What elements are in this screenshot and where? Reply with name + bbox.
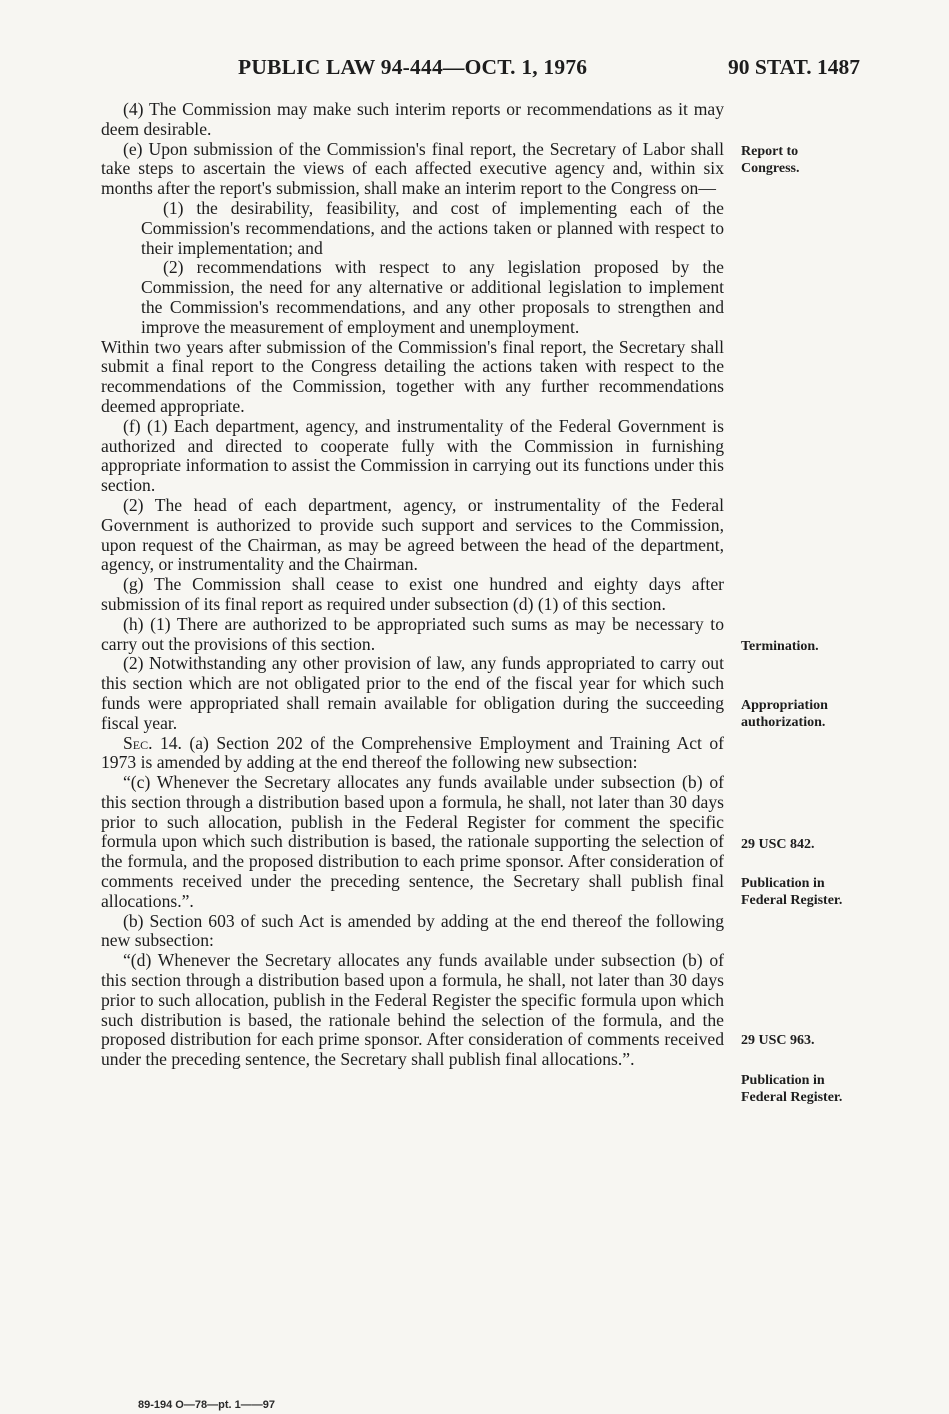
statute-body [101, 100, 724, 1070]
section-14-a-text: (a) Section 202 of the Comprehensive Employment and Training Act of 1973 is amended by adding at the end thereof the following new subsection: [101, 732, 724, 773]
margin-note-usc-963: 29 USC 963. [741, 1033, 815, 1048]
paragraph-d4: (4) The Commission may make such interim reports or recommendations as it may deem desirable. [101, 99, 724, 139]
subsection-d-quote: “(d) Whenever the Secretary allocates any funds available under subsection (b) of this section through a distribution based upon a formula, he shall, not later than 30 days prior to such allocation, publish in the Federal Register the specific formula upon which such distribution is based, the rationale behind the selection of the formula, and the proposed distribution for each prime sponsor. After consideration of comments received under the preceding sentence, the Secretary shall publish final allocations.”. [101, 950, 724, 1070]
paragraph-e2: (2) recommendations with respect to any legislation proposed by the Commission, the need for any alternative or additional legislation to implement the Commission's recommendations, and any other proposals to strengthen and improve the measurement of employment and unemployment. [141, 257, 724, 337]
margin-note-usc-842: 29 USC 842. [741, 837, 815, 852]
page-header-statute: 90 STAT. 1487 [728, 55, 861, 79]
subsection-c-quote: “(c) Whenever the Secretary allocates any funds available under subsection (b) of this section through a distribution based upon a formula, he shall, not later than 30 days prior to such allocation, publish in the Federal Register for comment the specific formula upon which such distribution is based, the rationale supporting the selection of the formula, and the proposed distribution to each prime sponsor. After consideration of comments received under the preceding sentence, the Secretary shall publish final allocations.”. [101, 772, 724, 911]
paragraph-f1: (f) (1) Each department, agency, and instrumentality of the Federal Government is authorized and directed to cooperate fully with the Commission in furnishing appropriate information to assist the Commission in carrying out its functions under this section. [101, 415, 724, 496]
margin-note-appropriation: Appropriation authorization. [741, 698, 828, 730]
margin-note-report-to-congress: Report to Congress. [741, 144, 800, 176]
print-code-footer: 89-194 O—78—pt. 1——97 [138, 1399, 275, 1411]
paragraph-g: (g) The Commission shall cease to exist one hundred and eighty days after submission of its final report as required under subsection (d) (1) of this section. [101, 574, 724, 614]
section-14-b: (b) Section 603 of such Act is amended by adding at the end thereof the following new subsection: [101, 910, 724, 951]
margin-note-publication-1: Publication in Federal Register. [741, 876, 843, 908]
paragraph-e: (e) Upon submission of the Commission's final report, the Secretary of Labor shall take steps to ascertain the views of each affected executive agency and, within six months after the report's submission, shall make an interim report to the Congress on— [101, 138, 724, 199]
page-header-law: PUBLIC LAW 94-444—OCT. 1, 1976 [238, 55, 588, 79]
paragraph-f2: (2) The head of each department, agency, or instrumentality of the Federal Government is authorized to provide such support and services to the Commission, upon request of the Chairman, as may be agreed between the head of the department, agency, or instrumentality and the Chairman. [101, 494, 724, 575]
paragraph-h1: (h) (1) There are authorized to be appropriated such sums as may be necessary to carry out the provisions of this section. [101, 613, 724, 654]
margin-note-publication-2: Publication in Federal Register. [741, 1073, 843, 1105]
margin-note-termination: Termination. [741, 639, 819, 654]
paragraph-h2: (2) Notwithstanding any other provision of law, any funds appropriated to carry out this section which are not obligated prior to the end of the fiscal year for which such funds were appropriated shall remain available for obligation during the succeeding fiscal year. [101, 653, 724, 733]
section-label: Sec. 14. [123, 732, 182, 753]
paragraph-e-final: Within two years after submission of the Commission's final report, the Secretary shall submit a final report to the Congress detailing the actions taken with respect to the recommendations of the Commission, together with any further recommendations deemed appropriate. [101, 336, 724, 416]
section-14-a [101, 734, 724, 774]
paragraph-e1: (1) the desirability, feasibility, and cost of implementing each of the Commission's recommendations, and the actions taken or planned with respect to their implementation; and [141, 197, 724, 258]
